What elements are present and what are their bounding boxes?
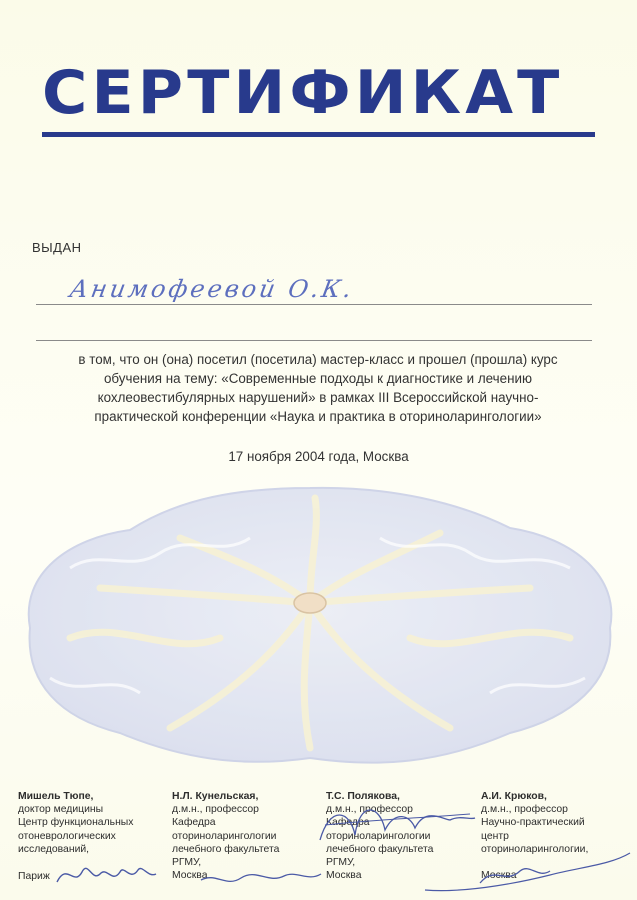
signatory-detail: лечебного факультета: [326, 843, 434, 855]
body-line: практической конференции «Наука и практика в оториноларингологии»: [94, 409, 542, 424]
body-line: кохлеовестибулярных нарушений» в рамках III Всероссийской научно-: [97, 390, 539, 405]
signatory-detail: РГМУ,: [172, 857, 202, 869]
signatory-city: Париж: [18, 871, 50, 883]
signatory-detail: оториноларингологии: [172, 830, 277, 842]
signatory-2: [172, 790, 279, 882]
signatory-detail: исследований,: [18, 843, 90, 855]
signatory-3: [326, 790, 433, 882]
signatory-detail: РГМУ,: [326, 857, 356, 869]
signatory-detail: лечебного факультета: [172, 843, 280, 855]
signatory-city: Москва: [481, 870, 517, 882]
signatory-detail: д.м.н., профессор: [326, 804, 413, 816]
signatory-detail: д.м.н., профессор: [481, 804, 568, 816]
signatory-4: [481, 790, 588, 882]
certificate-title: СЕРТИФИКАТ: [42, 58, 564, 128]
signatory-detail: Центр функциональных: [18, 817, 134, 829]
signatory-1: [18, 790, 133, 883]
recipient-line-2: [36, 340, 592, 341]
date-line: 17 ноября 2004 года, Москва: [228, 449, 409, 464]
signatory-city: Москва: [326, 870, 362, 882]
signatory-detail: Кафедра: [326, 817, 370, 829]
body-line: обучения на тему: «Современные подходы к диагностике и лечению: [103, 371, 533, 386]
title-underline: [42, 132, 595, 137]
signatory-detail: Кафедра: [172, 817, 216, 829]
signatory-detail: оториноларингологии,: [481, 843, 589, 855]
signatory-name: А.И. Крюков,: [481, 791, 547, 802]
signatory-name: Мишель Тюпе,: [18, 791, 94, 802]
signatory-name: Т.С. Полякова,: [326, 791, 400, 802]
recipient-line-1: [36, 304, 592, 305]
signatory-detail: оториноларингологии: [326, 830, 431, 842]
certificate-body: [40, 350, 596, 426]
issued-label: ВЫДАН: [32, 240, 82, 255]
brain-illustration: [10, 478, 627, 778]
recipient-handwritten-name: Анимофеевой О.К.: [67, 275, 357, 303]
body-line: в том, что он (она) посетил (посетила) мастер-класс и прошел (прошла) курс: [78, 352, 558, 367]
signatory-detail: д.м.н., профессор: [172, 804, 259, 816]
signatory-detail: центр: [481, 830, 509, 842]
signatory-detail: отоневрологических: [18, 830, 116, 842]
signatory-city: Москва: [172, 870, 208, 882]
certificate-title-block: [42, 58, 595, 137]
signatory-detail: Научно-практический: [481, 817, 585, 829]
signatory-detail: доктор медицины: [18, 804, 104, 816]
signatory-name: Н.Л. Кунельская,: [172, 791, 259, 802]
